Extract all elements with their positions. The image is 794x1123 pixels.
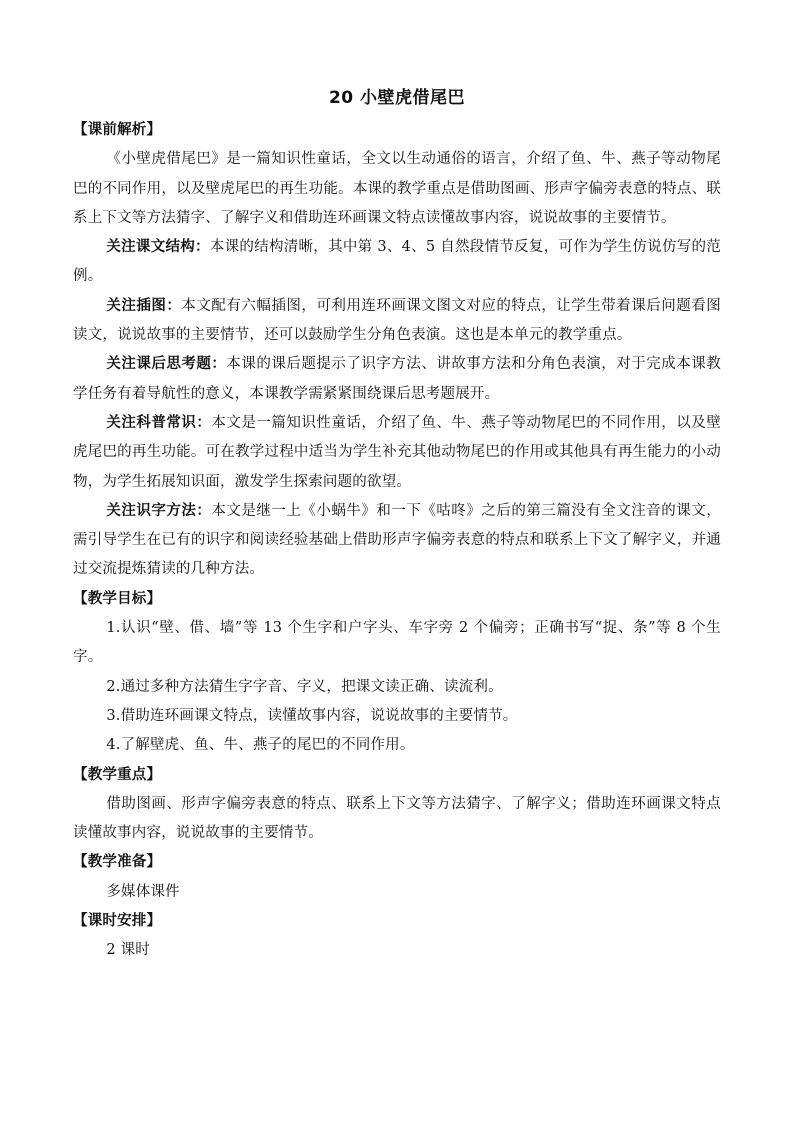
goal-item: 2.通过多种方法猜生字字音、字义，把课文读正确、读流利。 xyxy=(106,678,503,695)
document-body xyxy=(73,116,721,966)
section-heading-key-points: 【教学重点】 xyxy=(73,766,162,783)
key-points-paragraph: 借助图画、形声字偏旁表意的特点、联系上下文等方法猜字、了解字义；借助连环画课文特点读懂故事内容，说说故事的主要情节。 xyxy=(73,795,721,842)
focus-paragraph-science xyxy=(73,409,721,497)
goal-item: 1.认识“壁、借、墙”等 13 个生字和户字头、车字旁 2 个偏旁；正确书写“捉、条”等 8 个生字。 xyxy=(73,620,721,666)
focus-paragraph-exercises xyxy=(73,350,721,409)
focus-paragraph-structure xyxy=(73,233,721,292)
focus-text: 本文是一篇知识性童话，介绍了鱼、牛、燕子等动物尾巴的不同作用，以及壁虎尾巴的再生功能。可在教学过程中适当为学生补充其他动物尾巴的作用或其他具有再生能力的小动物，为学生拓展知识面，激发学生探索问题的欲望。 xyxy=(73,414,722,490)
preview-intro-paragraph: 《小壁虎借尾巴》是一篇知识性童话，全文以生动通俗的语言，介绍了鱼、牛、燕子等动物尾巴的不同作用，以及壁虎尾巴的再生功能。本课的教学重点是借助图画、形声字偏旁表意的特点、联系上下文等方法猜字、了解字义和借助连环画课文特点读懂故事内容，说说故事的主要情节。 xyxy=(73,151,721,226)
focus-paragraph-literacy xyxy=(73,497,721,585)
section-heading-preparation: 【教学准备】 xyxy=(73,854,162,871)
focus-lead: 关注课文结构： xyxy=(106,239,210,256)
focus-text: 本课的结构清晰，其中第 3、4、5 自然段情节反复，可作为学生仿说仿写的范例。 xyxy=(73,239,721,285)
focus-text: 本文配有六幅插图，可利用连环画课文图文对应的特点，让学生带着课后问题看图读文，说说故事的主要情节，还可以鼓励学生分角色表演。这也是本单元的教学重点。 xyxy=(73,297,721,344)
focus-paragraph-illustrations xyxy=(73,292,721,351)
focus-lead: 关注科普常识： xyxy=(106,414,212,431)
focus-text: 本课的课后题提示了识字方法、讲故事方法和分角色表演，对于完成本课教学任务有着导航性的意义，本课教学需紧紧围绕课后思考题展开。 xyxy=(73,356,721,402)
goal-item: 4.了解壁虎、鱼、牛、燕子的尾巴的不同作用。 xyxy=(106,737,415,754)
goal-item: 3.借助连环画课文特点，读懂故事内容，说说故事的主要情节。 xyxy=(106,707,518,724)
focus-text: 本文是继一上《小蜗牛》和一下《咕咚》之后的第三篇没有全文注音的课文，需引导学生在已有的识字和阅读经验基础上借助形声字偏旁表意的特点和联系上下文了解字义，并通过交流提炼猜读的几种方法。 xyxy=(73,502,722,578)
section-heading-goals: 【教学目标】 xyxy=(73,590,162,607)
schedule-paragraph: 2 课时 xyxy=(106,942,150,959)
page-title: 20 小壁虎借尾巴 xyxy=(328,88,466,108)
preparation-paragraph: 多媒体课件 xyxy=(106,883,180,900)
focus-lead: 关注插图： xyxy=(106,297,182,314)
section-heading-schedule: 【课时安排】 xyxy=(73,913,162,930)
focus-lead: 关注识字方法： xyxy=(106,502,212,519)
section-heading-preview: 【课前解析】 xyxy=(73,122,162,138)
focus-lead: 关注课后思考题： xyxy=(106,356,227,373)
